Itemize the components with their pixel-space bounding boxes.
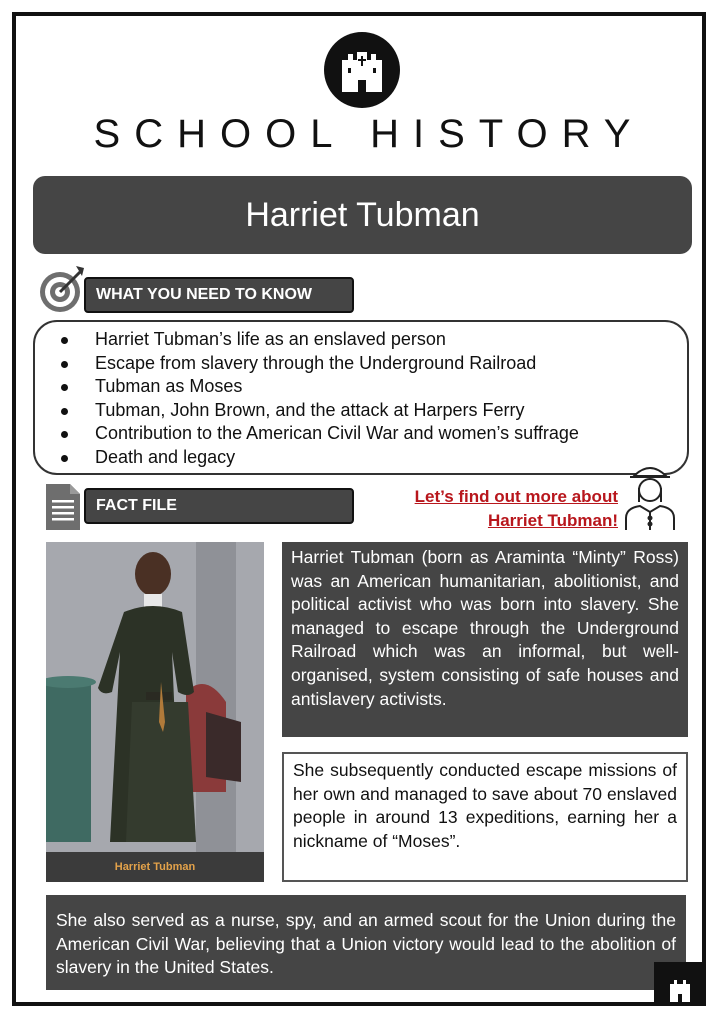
war-paragraph: She also served as a nurse, spy, and an armed scout for the Union during the American Civil War, believing that a Union victory would lead to the abolition of slavery in the United States. — [46, 895, 686, 990]
missions-paragraph: She subsequently conducted escape missions of her own and managed to save about 70 enslaved people in around 13 expeditions, earning her a nickname of “Moses”. — [282, 752, 688, 882]
list-item: Harriet Tubman’s life as an enslaved person — [61, 328, 687, 352]
target-icon — [38, 262, 88, 321]
list-item: Death and legacy — [61, 446, 687, 470]
corner-logo-mark — [654, 962, 706, 1006]
list-item: Tubman as Moses — [61, 375, 687, 399]
student-avatar-icon — [620, 460, 680, 537]
list-item: Escape from slavery through the Underground Railroad — [61, 352, 687, 376]
what-you-need-label: WHAT YOU NEED TO KNOW — [84, 277, 354, 313]
learn-more-link[interactable] — [390, 485, 618, 533]
brand-logo — [324, 32, 400, 108]
cta-line: Harriet Tubman! — [487, 511, 618, 530]
key-topics-box — [33, 320, 689, 475]
portrait-photo — [46, 542, 264, 882]
intro-paragraph: Harriet Tubman (born as Araminta “Minty” Ross) was an American humanitarian, abolitionist, and political activist who was born into slavery. She managed to escape through the Underground Railroad which was an informal, but well-organised, system consisting of safe houses and antislavery activists. — [282, 542, 688, 737]
fact-file-label: FACT FILE — [84, 488, 354, 524]
page-title: Harriet Tubman — [33, 176, 692, 254]
brand-name: SCHOOL HISTORY — [93, 112, 645, 156]
cta-line: Let’s find out more about — [414, 487, 618, 506]
list-item: Tubman, John Brown, and the attack at Harpers Ferry — [61, 399, 687, 423]
list-item: Contribution to the American Civil War and women’s suffrage — [61, 422, 687, 446]
castle-icon — [340, 46, 384, 94]
document-icon — [44, 482, 82, 537]
photo-caption: Harriet Tubman — [46, 852, 264, 882]
key-topics-list — [61, 328, 687, 469]
